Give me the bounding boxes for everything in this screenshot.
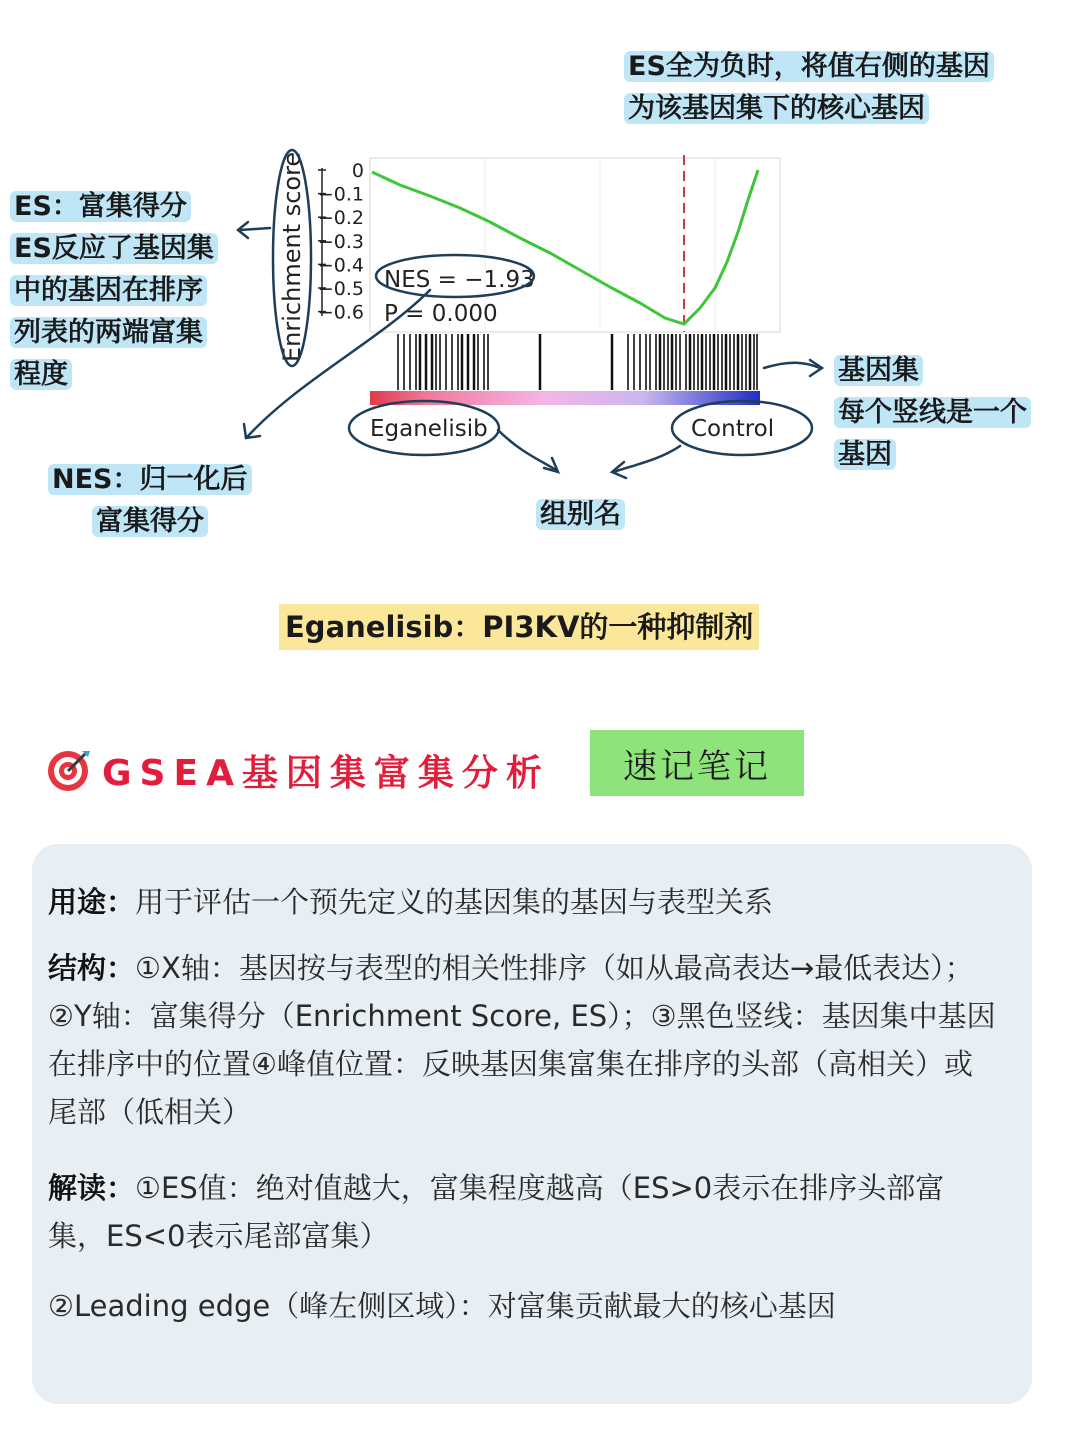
structure-text: ①X轴：基因按与表型的相关性排序（如从最高表达→最低表达）；②Y轴：富集得分（Enrichment Score, ES）；③黑色竖线：基因集中基因在排序中的位置④峰值位置：反映基因集富集在排序的头部（高相关）或尾部（低相关） [48, 951, 996, 1129]
drug-note: Eganelisib：PI3KV的一种抑制剂 [279, 604, 759, 650]
es-line-2: ES反应了基因集 [10, 233, 218, 264]
nes-line-2: 富集得分 [92, 506, 208, 537]
group-right-label: Control [691, 416, 775, 442]
usage-text: 用于评估一个预先定义的基因集的基因与表型关系 [135, 885, 774, 919]
section-header [46, 742, 550, 798]
es-core-annotation [624, 48, 994, 128]
interpretation-text: ①ES值：绝对值越大，富集程度越高（ES>0表示在排序头部富集，ES<0表示尾部富集） [48, 1171, 945, 1253]
geneset-annotation [834, 352, 1031, 474]
gene-barcode [398, 334, 757, 390]
quick-notes-badge: 速记笔记 [590, 730, 804, 796]
y-tick-label: −0.4 [317, 254, 364, 277]
nes-annotation [48, 461, 252, 541]
es-line-4: 列表的两端富集 [10, 317, 207, 348]
y-tick-label: −0.3 [317, 230, 364, 253]
y-tick-labels [318, 160, 364, 324]
usage-paragraph [48, 878, 998, 926]
y-tick-label: −0.6 [317, 301, 364, 324]
es-line-3: 中的基因在排序 [10, 275, 207, 306]
geneset-line-3: 基因 [834, 439, 896, 470]
es-core-line-2: 为该基因集下的核心基因 [624, 93, 929, 124]
leading-edge-paragraph [48, 1282, 998, 1330]
group-left-label: Eganelisib [370, 416, 488, 442]
geneset-line-2: 每个竖线是一个 [834, 397, 1031, 428]
y-tick-label: −0.1 [317, 183, 364, 206]
group-name-label: 组别名 [536, 499, 625, 530]
usage-label: 用途： [48, 885, 136, 919]
y-axis-label: Enrichment score [278, 151, 306, 362]
es-core-line-1: ES全为负时，将值右侧的基因 [624, 51, 994, 82]
p-value: P = 0.000 [384, 301, 498, 327]
y-tick-label: −0.2 [317, 207, 364, 230]
page-title: GSEA基因集富集分析 [102, 752, 550, 794]
nes-value: NES = −1.93 [384, 267, 535, 293]
group-annotation [536, 496, 625, 534]
interpretation-paragraph [48, 1164, 998, 1260]
es-line-1: ES：富集得分 [10, 191, 191, 222]
structure-label: 结构： [48, 951, 136, 985]
rank-color-bar [370, 391, 760, 405]
nes-line-1: NES：归一化后 [48, 464, 252, 495]
target-icon [46, 747, 92, 793]
leading-edge-text: ②Leading edge（峰左侧区域）：对富集贡献最大的核心基因 [48, 1289, 836, 1323]
notes-card [32, 844, 1032, 1404]
interpretation-label: 解读： [48, 1171, 136, 1205]
y-tick-label: 0 [351, 160, 364, 182]
geneset-line-1: 基因集 [834, 355, 923, 386]
y-tick-label: −0.5 [317, 278, 364, 300]
structure-paragraph [48, 944, 998, 1136]
es-annotation [10, 188, 218, 394]
es-line-5: 程度 [10, 359, 72, 390]
